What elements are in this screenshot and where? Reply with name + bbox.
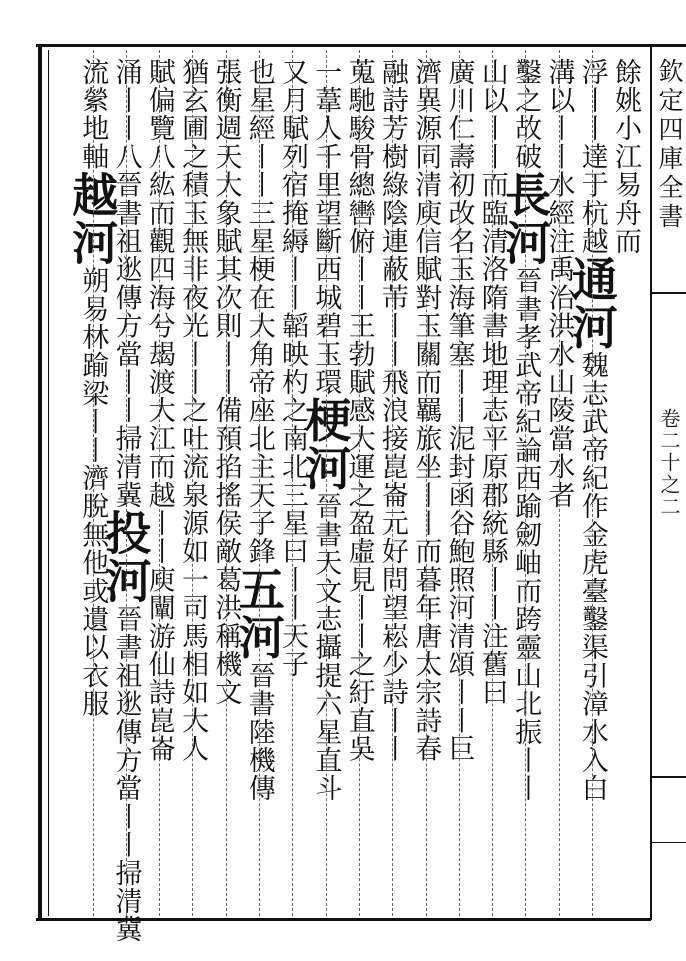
commentary-text: 又月賦列宿掩縟丨丨韜映: [277, 58, 308, 369]
entry-headword: 梗河: [298, 396, 353, 493]
column-separator: [359, 50, 360, 916]
commentary-text: 而臨清洛隋書地理志平原郡統縣丨丨注舊曰: [476, 170, 508, 707]
commentary-text: 晉書天文志攝提六星直斗: [310, 492, 342, 803]
frame-left-line: [38, 44, 42, 920]
column-separator: [559, 50, 560, 916]
commentary-text: 餘姚小江易舟而: [610, 58, 641, 256]
entry-headword: 長河: [498, 170, 553, 267]
column-separator: [259, 50, 260, 916]
commentary-text: 晉書祖逖傳方當丨丨掃清冀: [110, 170, 142, 510]
commentary-text: 融詩芳樹綠陰連蔽芾丨丨飛浪接崑崙元好問望崧少詩丨丨: [376, 58, 408, 763]
commentary-text: 鑿之故破: [510, 58, 542, 171]
commentary-text: 張衡週天大象賦其次則丨丨備預掐搖侯敵: [210, 58, 242, 566]
commentary-text: 朔易林踰梁丨丨濟脫無他: [77, 266, 109, 578]
frame-right-line: [650, 44, 652, 920]
commentary-text: 晉書陸機傳: [243, 661, 275, 803]
commentary-text: 賦偏覽八紘而觀四海兮朅渡大江而越丨丨庾闡游仙詩崑崙: [143, 58, 175, 763]
commentary-text: 或遺以衣服: [77, 577, 109, 719]
commentary-text: 蒐馳駿骨總轡俯丨丨王勃賦感大運之盈虛見丨丨之紆直吳: [343, 58, 375, 763]
margin-divider-lower: [652, 776, 686, 778]
column-separator: [292, 50, 293, 916]
commentary-text: 晉書祖逖傳方當丨丨掃清冀: [110, 605, 142, 944]
column-separator: [392, 50, 393, 916]
commentary-text: 葛洪稱機文: [210, 565, 242, 707]
commentary-text: 一葦人千里望斷西城碧玉環: [310, 58, 342, 397]
entry-headword: 通河: [564, 255, 619, 352]
frame-inner-left-line: [48, 50, 49, 916]
column-separator: [159, 50, 160, 916]
column-separator: [192, 50, 193, 916]
commentary-text: 涌丨丨八: [110, 58, 142, 171]
margin-divider-bottom: [652, 842, 686, 843]
column-separator: [326, 50, 327, 916]
commentary-text: 晉書孝武帝紀論西踰劒岫而跨靈山北振丨丨: [510, 266, 542, 803]
column-separator: [93, 50, 94, 916]
commentary-text: 猶玄圃之積玉無非夜光丨丨之吐流泉源如一司馬相如大人: [177, 58, 209, 763]
entry-headword: 投河: [98, 509, 153, 606]
commentary-text: 溝以丨丨水經注禹治洪水山陵當水者: [543, 58, 575, 510]
column-separator: [426, 50, 427, 916]
column-separator: [525, 50, 526, 916]
frame-top-line: [36, 44, 686, 47]
commentary-text: 也星經丨丨三星梗在大角帝座北主天子鋒: [243, 58, 275, 566]
commentary-text: 山以丨丨: [476, 58, 508, 171]
commentary-text: 流縈地軸: [77, 58, 109, 171]
column-separator: [492, 50, 493, 916]
column-separator: [459, 50, 460, 916]
commentary-text: 魏志武帝紀作金虎臺鑿渠引漳水入白: [576, 351, 608, 803]
column-separator: [126, 50, 127, 916]
column-separator: [592, 50, 593, 916]
entry-headword: 五河: [231, 565, 286, 662]
commentary-text: 杓之南北三星曰丨丨天子: [277, 368, 308, 679]
margin-book-title: 欽定四庫全書: [655, 58, 684, 232]
margin-volume-number: 卷二十之二: [657, 408, 681, 518]
entry-headword: 越河: [65, 170, 120, 267]
margin-divider-upper: [652, 292, 686, 294]
commentary-text: 浮丨丨達于杭越: [576, 58, 608, 256]
commentary-text: 濟異源同清庾信賦對玉關而羈旅坐丨丨而暮年唐太宗詩春: [410, 58, 442, 763]
commentary-text: 廣川仁壽初改名玉海筆塞丨丨泥封函谷鮑照河清頌丨丨巨: [443, 58, 475, 763]
column-separator: [226, 50, 227, 916]
